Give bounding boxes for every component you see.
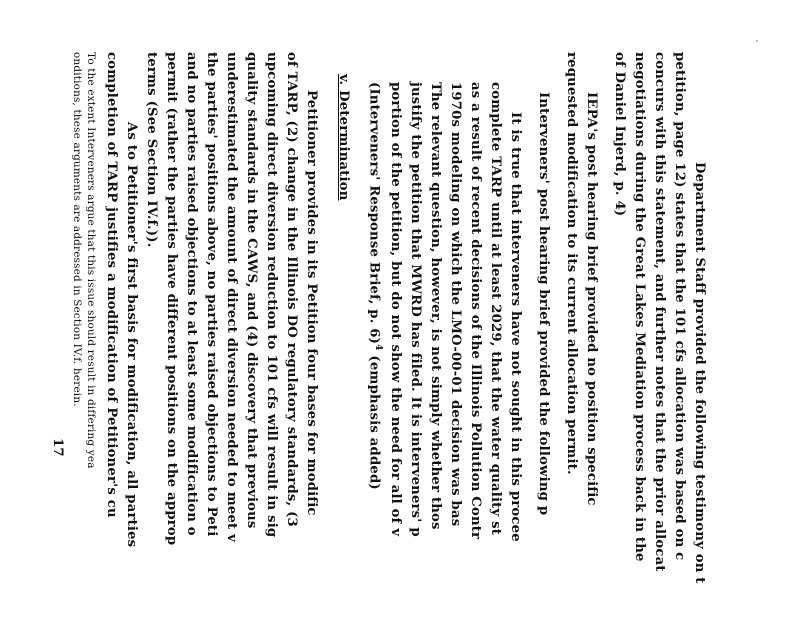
quote-citation [367, 82, 382, 490]
text-line: upcoming direct diversion reduction to 101 cfs will result in sig [264, 52, 279, 538]
text-line: underestimated the amount of direct diversion needed to meet v [224, 52, 239, 542]
text-line: completion of TARP justifies a modification of Petitioner's cu [104, 52, 119, 518]
footnote-line: onditions, these arguments are addressed in Section IV.f. herein. [71, 52, 83, 407]
quote-line: 1970s modeling on which the LMO-00-01 decision was bas [448, 82, 463, 527]
text-line: IEPA's post hearing brief provided no position specific [584, 92, 599, 506]
footnote-reference: 4 [373, 344, 383, 351]
text-line: permit (rather the parties have different positions on the approp [164, 52, 179, 546]
text-line: quality standards in the CAWS, and (4) discovery that previous [244, 52, 259, 529]
section-heading: v. Determination [336, 74, 351, 201]
text-line: of Daniel Injerd, p. 4) [612, 52, 627, 217]
text-line: As to Petitioner's first basis for modification, all parties [124, 122, 139, 548]
citation-text: (Interveners' Response Brief, p. 6) [366, 82, 382, 345]
quote-line: portion of the petition, but do not show the need for all of v [388, 82, 403, 537]
text-line: Interveners' post hearing brief provided the following p [536, 92, 551, 516]
text-line: and no parties raised objections to at least some modification o [184, 52, 199, 536]
scan-speck [756, 40, 758, 42]
text-line: requested modification to its current allocation permit. [564, 52, 579, 475]
text-line: the parties' positions above, no parties raised objections to Peti [204, 52, 219, 537]
quote-line: The relevant question, however, is not simply whether thos [428, 82, 443, 530]
text-line: petition, page 12) states that the 101 cfs allocation was based on c [672, 52, 687, 561]
quote-line: as a result of recent decisions of the Illinois Pollution Contr [468, 82, 483, 540]
text-line: negotiations during the Great Lakes Mediation process back in the [632, 52, 647, 562]
text-line: of TARP, (2) change in the Illinois DO regulatory standards, (3 [284, 52, 299, 527]
rotated-text-block [50, 52, 707, 618]
text-line: Department Staff provided the following testimony on t [692, 162, 707, 584]
quote-line: complete TARP until at least 2029, that the water quality st [488, 82, 503, 536]
quote-line: It is true that interveners have not sought in this procee [508, 112, 523, 542]
emphasis-note: (emphasis added) [366, 355, 382, 490]
page-number: 17 [50, 438, 65, 457]
quote-line: justify the petition that MWRD has filed. It is interveners' p [408, 82, 423, 537]
text-line: terms (See Section IV.f.)). [144, 52, 159, 248]
text-line: Petitioner provides in its Petition four bases for modific [304, 90, 319, 516]
text-line: concurs with this statement, and further notes that the prior allocat [652, 52, 667, 572]
footnote-line: To the extent Interveners argue that this issue should result in differing yea [85, 52, 97, 469]
